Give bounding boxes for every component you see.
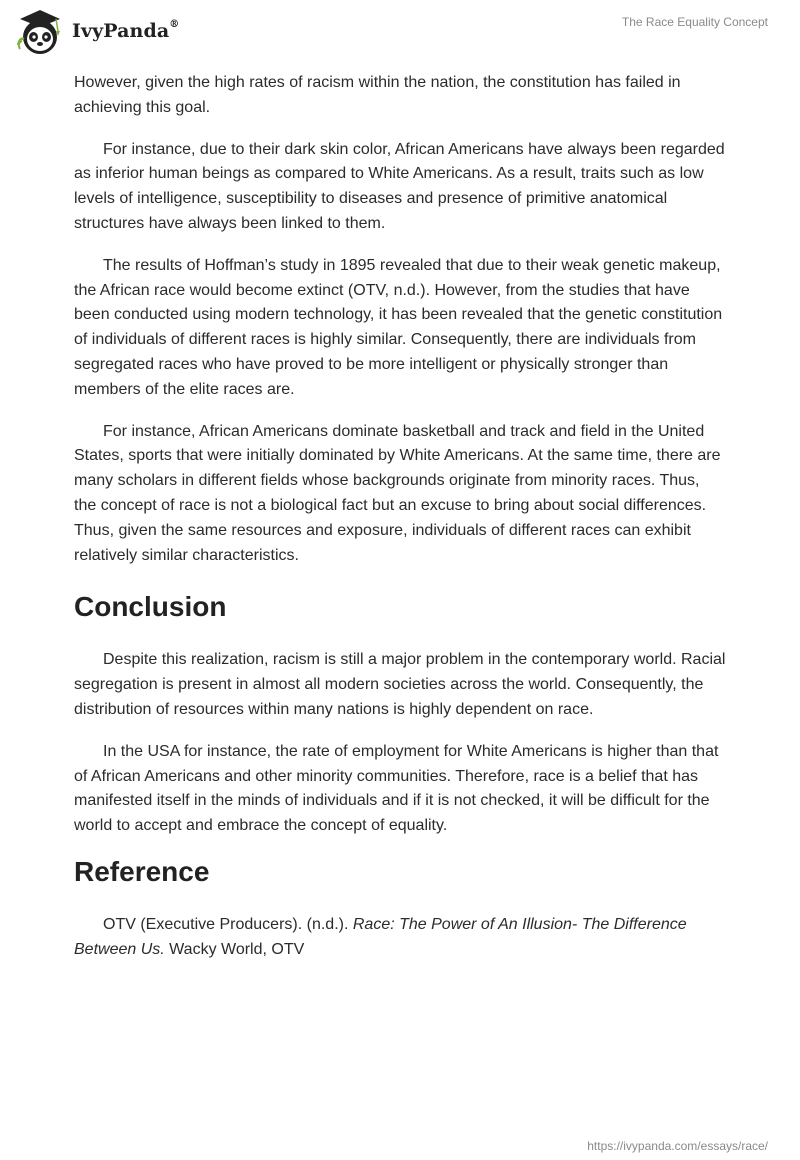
document-title: The Race Equality Concept <box>621 15 768 29</box>
brand-name: IvyPanda® <box>72 18 180 42</box>
essay-content <box>74 71 726 980</box>
reference-heading: Reference <box>74 855 210 887</box>
body-paragraph: For instance, African Americans dominate basketball and track and field in the United States, sports that were initially dominated by White Americans. At the same time, there are many scholars in different fields whose backgrounds originate from minority races. Thus, the concept of race is not a biological fact but an excuse to bring about social differences. Thus, given the same resources and exposure, individuals of different races can exhibit relatively similar characteristics. <box>74 422 721 564</box>
page-header <box>0 0 800 62</box>
reference-title: Race: The Power of An Illusion- The Difference Between Us. <box>74 915 687 958</box>
source-url-link[interactable]: https://ivypanda.com/essays/race/ <box>587 1139 768 1153</box>
panda-graduate-icon <box>14 7 66 55</box>
body-paragraph: For instance, due to their dark skin color, African Americans have always been regarded as inferior human beings as compared to White Americans. As a result, traits such as low levels of intelligence, susceptibility to diseases and presence of primitive anatomical structures have always been linked to them. <box>74 140 725 232</box>
reference-entry <box>74 913 726 963</box>
conclusion-heading: Conclusion <box>74 591 227 623</box>
reference-author: OTV (Executive Producers). (n.d.). <box>103 915 353 933</box>
reference-publisher: Wacky World, OTV <box>164 940 305 958</box>
conclusion-paragraph: Despite this realization, racism is still a major problem in the contemporary world. Racial segregation is present in almost all modern societies across the world. Consequently, the distribution of resources within many nations is highly dependent on race. <box>74 651 726 718</box>
conclusion-paragraph: In the USA for instance, the rate of employment for White Americans is higher than that of African Americans and other minority communities. Therefore, race is a belief that has manifested itself in the minds of individuals and if it is not checked, it will be difficult for the world to accept and embrace the concept of equality. <box>74 742 719 835</box>
body-paragraph: However, given the high rates of racism within the nation, the constitution has failed in achieving this goal. <box>74 74 681 116</box>
ivypanda-logo[interactable] <box>14 7 179 55</box>
body-paragraph: The results of Hoffman’s study in 1895 revealed that due to their weak genetic makeup, the African race would become extinct (OTV, n.d.). However, from the studies that have been conducted using modern technology, it has been revealed that the genetic constitution of individuals of different races is highly similar. Consequently, there are individuals from segregated races who have proved to be more intelligent or physically stronger than members of the elite races are. <box>74 256 723 398</box>
